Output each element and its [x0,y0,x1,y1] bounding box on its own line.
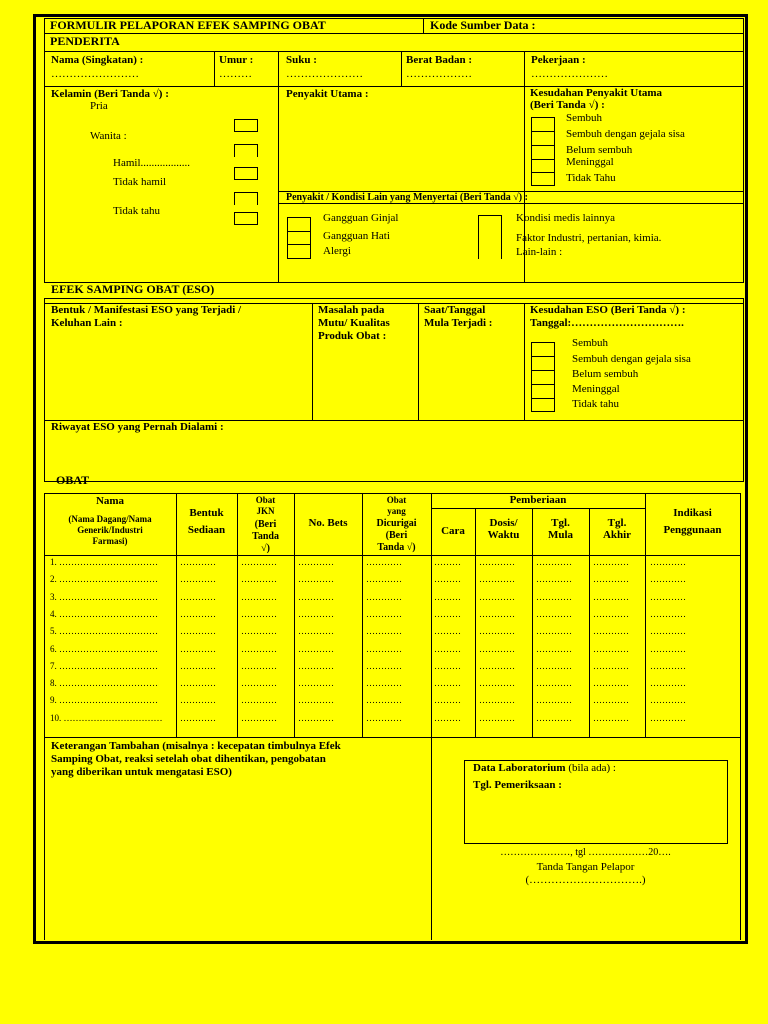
obat-cell[interactable]: ………… [650,608,686,619]
obat-cell[interactable]: ……… [434,678,461,689]
obat-cell[interactable]: ………… [241,608,277,619]
saat-label: Saat/Tanggal [424,304,486,316]
obat-cell[interactable]: ……… [434,626,461,637]
col-nama-sub: (Nama Dagang/Nama [68,514,152,524]
divider [44,555,741,556]
obat-cell[interactable]: ……… [434,643,461,654]
obat-cell[interactable]: ………… [593,608,629,619]
obat-cell[interactable]: ……… [434,608,461,619]
obat-cell[interactable]: ………… [180,574,216,585]
kelamin-label: Kelamin (Beri Tanda √) : [51,88,169,100]
penyakit-lain-option: Lain-lain : [516,246,563,258]
kesudahan-eso-option: Sembuh dengan gejala sisa [572,353,691,365]
obat-cell[interactable]: ………… [593,643,629,654]
obat-heading: OBAT [56,473,90,487]
keterangan-label: Keterangan Tambahan (misalnya : kecepatan timbulnya Efek [51,740,341,752]
obat-cell[interactable]: ………… [536,608,572,619]
obat-cell[interactable]: ………… [593,591,629,602]
col-dosis: Waktu [487,529,520,541]
divider [740,737,741,940]
wanita-label: Wanita : [90,130,127,142]
obat-cell[interactable]: ………… [650,643,686,654]
masalah-label: Produk Obat : [318,330,387,342]
obat-cell[interactable]: ………… [180,643,216,654]
col-dicurigai: Tanda √) [377,542,416,553]
nama-label: Nama (Singkatan) : [51,54,144,66]
obat-cell[interactable]: ……… [434,660,461,671]
suku-dots[interactable]: ………………… [286,68,363,80]
col-bets: No. Bets [308,517,348,529]
col-dicurigai: yang [387,506,406,516]
obat-cell[interactable]: ………… [366,695,402,706]
tidak-tahu-checkbox[interactable] [234,212,258,225]
penyakit-lain-label: Penyakit / Kondisi Lain yang Menyertai (Beri Tanda √) : [286,192,528,203]
obat-cell[interactable]: ………… [241,626,277,637]
obat-cell[interactable]: ………… [298,591,334,602]
obat-cell[interactable]: ………… [298,660,334,671]
signature-name[interactable]: (………………………….) [525,874,646,886]
obat-cell[interactable]: ………… [298,626,334,637]
obat-cell[interactable]: ………… [650,678,686,689]
col-cara: Cara [441,525,465,537]
obat-cell[interactable]: ………… [536,660,572,671]
tgl-pemeriksaan-label: Tgl. Pemeriksaan : [473,779,562,791]
saat-label: Mula Terjadi : [424,317,493,329]
obat-cell[interactable]: ………… [536,557,572,567]
tidak-hamil-checkbox[interactable] [234,192,258,205]
obat-cell[interactable]: ……… [434,574,461,585]
obat-cell[interactable]: ………… [298,678,334,689]
obat-row-name[interactable]: 2. …………………………… [50,574,158,585]
divider [312,303,313,420]
kesudahan-eso-option: Sembuh [572,337,609,349]
lab-label-row [473,762,616,775]
divider [532,508,533,738]
divider [475,508,476,738]
divider [589,508,590,738]
divider [44,737,45,940]
wanita-checkbox[interactable] [234,144,258,157]
obat-cell[interactable]: ………… [366,557,402,567]
col-jkn: Tanda [252,531,279,542]
signature-place-date[interactable]: …………………, tgl ………………20…. [500,847,671,858]
divider [524,303,525,420]
form-title: FORMULIR PELAPORAN EFEK SAMPING OBAT [50,18,326,32]
col-tgl-akhir: Akhir [602,529,632,541]
obat-cell[interactable]: ………… [366,678,402,689]
col-pemberian: Pemberiaan [509,494,567,506]
obat-cell[interactable]: ………… [298,557,334,567]
obat-cell[interactable]: ………… [180,678,216,689]
obat-cell[interactable]: ………… [241,712,277,723]
berat-dots[interactable]: ……………… [406,68,472,80]
divider [401,51,402,87]
pria-checkbox[interactable] [234,119,258,132]
divider [740,493,741,738]
col-indikasi: Indikasi [673,507,712,519]
obat-cell[interactable]: ………… [241,591,277,602]
obat-cell[interactable]: ………… [241,678,277,689]
obat-cell[interactable]: ………… [593,678,629,689]
col-bentuk: Bentuk [189,507,224,519]
penyakit-lain-option: Alergi [323,245,351,257]
kesudahan-eso-option: Belum sembuh [572,368,639,380]
obat-cell[interactable]: ………… [536,643,572,654]
penyakit-lain-option: Faktor Industri, pertanian, kimia. [516,232,662,244]
col-nama-sub: Generik/Industri [77,525,143,535]
kesudahan-eso-label: Kesudahan ESO (Beri Tanda √) : [530,304,686,316]
obat-cell[interactable]: ………… [180,712,216,723]
obat-cell[interactable]: ………… [593,695,629,706]
obat-cell[interactable]: ………… [479,608,515,619]
kesudahan-option: Sembuh [566,112,603,124]
kesudahan-label-sub: (Beri Tanda √) : [530,99,605,111]
obat-cell[interactable]: ………… [593,712,629,723]
obat-cell[interactable]: ………… [298,643,334,654]
obat-cell[interactable]: ……… [434,695,461,706]
obat-cell[interactable]: ………… [536,678,572,689]
divider [743,18,744,283]
obat-cell[interactable]: ………… [479,557,515,567]
riwayat-label: Riwayat ESO yang Pernah Dialami : [51,421,224,433]
obat-cell[interactable]: ……… [434,557,461,567]
obat-row-name[interactable]: 4. …………………………… [50,608,158,619]
kesudahan-eso-date[interactable]: Tanggal:…………………………. [530,317,684,329]
divider [44,298,744,299]
col-jkn: JKN [256,506,275,516]
obat-cell[interactable]: ………… [650,695,686,706]
divider [418,303,419,420]
col-tgl-mula: Tgl. [551,517,570,529]
pekerjaan-label: Pekerjaan : [531,54,586,66]
obat-cell[interactable]: ………… [366,712,402,723]
obat-cell[interactable]: ………… [241,660,277,671]
umur-dots[interactable]: ……… [219,68,252,80]
obat-cell[interactable]: ………… [180,695,216,706]
divider [44,298,45,481]
obat-row-name[interactable]: 3. …………………………… [50,591,158,602]
obat-cell[interactable]: ………… [180,660,216,671]
eso-heading: EFEK SAMPING OBAT (ESO) [51,282,215,296]
col-dicurigai: Dicurigai [376,518,417,529]
obat-cell[interactable]: ………… [593,574,629,585]
keterangan-label: Samping Obat, reaksi setelah obat dihentikan, pengobatan [51,753,326,765]
divider [431,508,645,509]
obat-cell[interactable]: ………… [536,574,572,585]
col-nama-sub: Farmasi) [92,536,128,546]
obat-cell[interactable]: ………… [180,591,216,602]
kode-sumber-label: Kode Sumber Data : [430,18,536,32]
obat-cell[interactable]: ………… [479,591,515,602]
penyakit-lain-checkbox-col2[interactable] [478,215,502,259]
penyakit-lain-option: Gangguan Hati [323,230,390,242]
obat-cell[interactable]: ………… [366,643,402,654]
penyakit-utama-label: Penyakit Utama : [286,88,369,100]
col-tgl-akhir: Tgl. [607,517,627,529]
obat-cell[interactable]: ………… [180,608,216,619]
kesudahan-eso-option: Meninggal [572,383,620,395]
obat-cell[interactable]: ………… [650,660,686,671]
obat-cell[interactable]: ………… [479,574,515,585]
obat-cell[interactable]: ………… [593,626,629,637]
kesudahan-option: Tidak Tahu [566,172,616,184]
divider [214,51,215,87]
divider [431,737,432,940]
pekerjaan-dots[interactable]: ………………… [531,68,608,80]
nama-dots[interactable]: …………………… [51,68,139,80]
obat-cell[interactable]: ………… [536,591,572,602]
lab-bila-ada: (bila ada) : [568,762,616,774]
obat-cell[interactable]: ………… [366,574,402,585]
obat-cell[interactable]: ………… [366,626,402,637]
obat-cell[interactable]: ………… [241,557,277,567]
col-tgl-mula: Mula [547,529,574,541]
hamil-checkbox[interactable] [234,167,258,180]
divider [44,481,744,482]
obat-cell[interactable]: ………… [479,660,515,671]
obat-cell[interactable]: ………… [241,574,277,585]
obat-cell[interactable]: ………… [180,557,216,567]
obat-cell[interactable]: ………… [650,557,686,567]
bentuk-eso-label-sub: Keluhan Lain : [51,317,123,329]
kesudahan-eso-option: Tidak tahu [572,398,619,410]
col-dosis: Dosis/ [489,517,518,529]
kesudahan-checkbox-column[interactable] [531,117,555,186]
obat-cell[interactable]: ………… [536,626,572,637]
col-jkn: Obat [255,495,276,505]
pria-label: Pria [90,100,108,112]
col-jkn: (Beri [254,519,277,530]
kesudahan-option: Meninggal [566,156,614,168]
obat-cell[interactable]: ………… [366,608,402,619]
obat-cell[interactable]: ………… [479,643,515,654]
col-nama: Nama [95,495,125,507]
bentuk-eso-label: Bentuk / Manifestasi ESO yang Terjadi / [51,304,242,316]
divider [44,51,744,52]
obat-cell[interactable]: ………… [241,643,277,654]
obat-row-name[interactable]: 6. …………………………… [50,643,158,654]
obat-cell[interactable]: ………… [593,557,629,567]
obat-cell[interactable]: ………… [298,574,334,585]
umur-label: Umur : [219,54,254,66]
signature-label: Tanda Tangan Pelapor [536,861,635,873]
col-jkn: √) [261,543,270,554]
tidak-hamil-label: Tidak hamil [113,176,167,188]
divider [44,33,744,34]
obat-cell[interactable]: ………… [536,712,572,723]
masalah-label: Masalah pada [318,304,385,316]
obat-cell[interactable]: ………… [650,591,686,602]
divider [44,18,45,283]
obat-cell[interactable]: ………… [650,712,686,723]
obat-cell[interactable]: ………… [479,712,515,723]
obat-cell[interactable]: ………… [479,626,515,637]
col-dicurigai: (Beri [385,530,408,541]
penyakit-lain-checkbox-col1[interactable] [287,217,311,259]
lab-label: Data Laboratorium [473,762,566,774]
tidak-tahu-label: Tidak tahu [113,205,160,217]
obat-cell[interactable]: ………… [298,712,334,723]
obat-row-name[interactable]: 9. …………………………… [50,695,158,706]
obat-cell[interactable]: ………… [536,695,572,706]
col-indikasi: Penggunaan [663,524,722,536]
obat-cell[interactable]: ………… [593,660,629,671]
kesudahan-option: Belum sembuh [566,144,633,156]
keterangan-label: yang diberikan untuk mengatasi ESO) [51,766,232,778]
obat-cell[interactable]: ………… [650,574,686,585]
obat-row-name[interactable]: 5. …………………………… [50,626,158,637]
obat-cell[interactable]: ………… [479,678,515,689]
obat-cell[interactable]: ………… [298,608,334,619]
obat-row-name[interactable]: 8. …………………………… [50,678,158,689]
divider [743,298,744,481]
obat-cell[interactable]: ……… [434,591,461,602]
masalah-label: Mutu/ Kualitas [318,317,390,329]
divider [423,18,424,33]
obat-cell[interactable]: ………… [650,626,686,637]
obat-row-name[interactable]: 7. …………………………… [50,660,158,671]
penyakit-lain-option: Kondisi medis lainnya [516,212,615,224]
berat-label: Berat Badan : [406,54,472,66]
obat-row-name[interactable]: 1. …………………………… [50,557,158,567]
penyakit-lain-option: Gangguan Ginjal [323,212,399,224]
col-bentuk: Sediaan [187,524,226,536]
obat-cell[interactable]: ……… [434,712,461,723]
penderita-heading: PENDERITA [50,34,120,48]
obat-cell[interactable]: ………… [298,695,334,706]
obat-row-name[interactable]: 10. …………………………… [50,712,163,723]
obat-cell[interactable]: ………… [366,660,402,671]
obat-cell[interactable]: ………… [180,626,216,637]
hamil-label: Hamil.................. [113,157,190,169]
obat-cell[interactable]: ………… [366,591,402,602]
suku-label: Suku : [286,54,317,66]
kesudahan-label: Kesudahan Penyakit Utama [530,87,663,99]
kesudahan-eso-checkbox-column[interactable] [531,342,555,412]
divider [44,737,741,738]
kesudahan-option: Sembuh dengan gejala sisa [566,128,685,140]
obat-cell[interactable]: ………… [479,695,515,706]
obat-cell[interactable]: ………… [241,695,277,706]
col-dicurigai: Obat [386,495,407,505]
